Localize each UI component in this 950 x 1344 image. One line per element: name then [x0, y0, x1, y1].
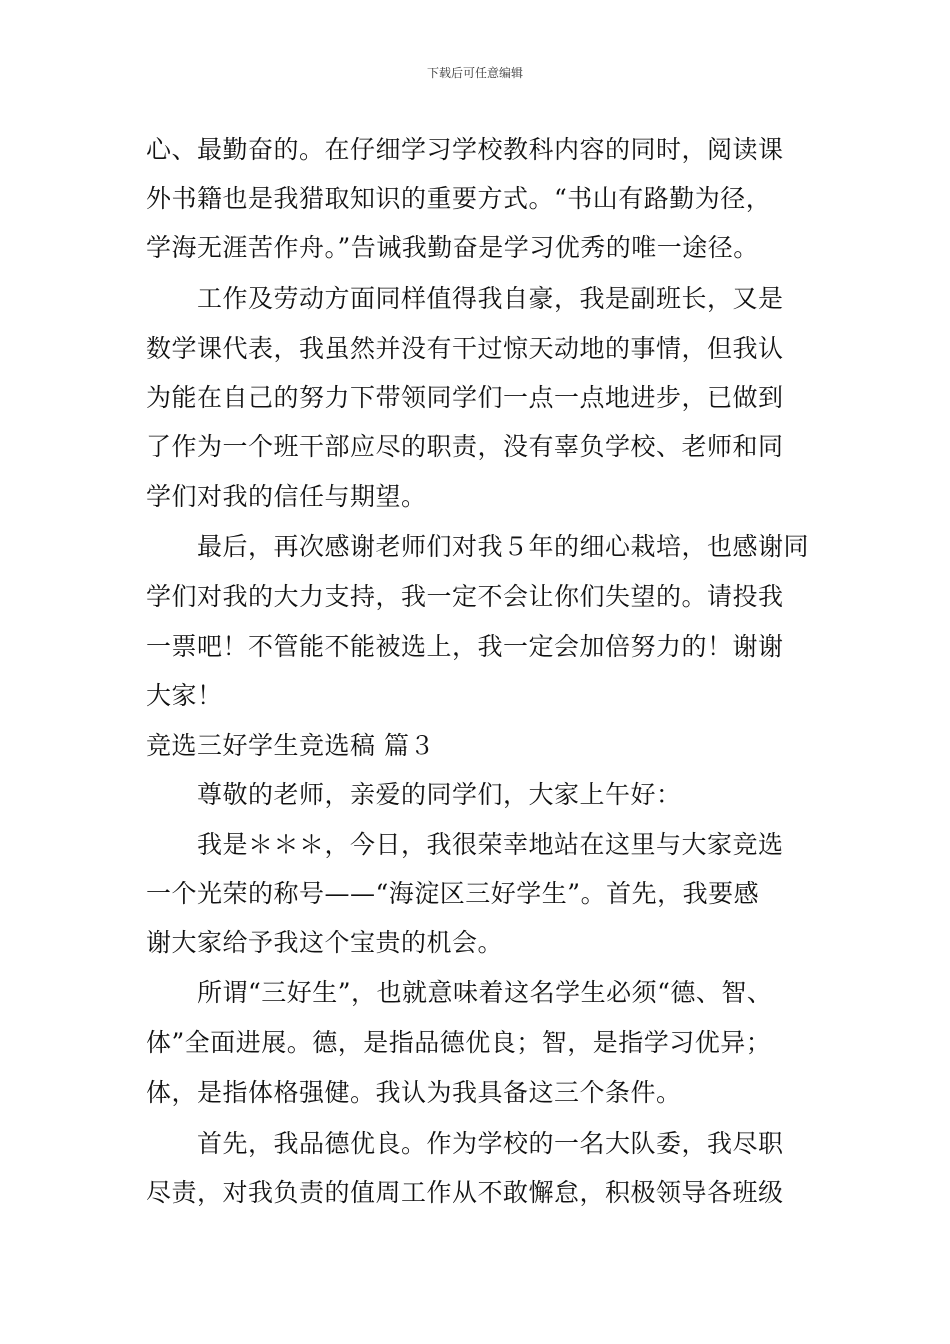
- page-header: 下载后可任意编辑: [426, 66, 523, 80]
- text-line: 大家！: [146, 681, 223, 710]
- text-line: 最后，再次感谢老师们对我５年的细心栽培，也感谢同: [197, 532, 810, 561]
- text-line: 学们对我的大力支持，我一定不会让你们失望的。请投我: [146, 582, 784, 611]
- text-line: 所谓“三好生”，也就意味着这名学生必须“德、智、: [197, 978, 773, 1007]
- text-line: 外书籍也是我猎取知识的重要方式。“书山有路勤为径，: [146, 184, 772, 213]
- text-line: 数学课代表，我虽然并没有干过惊天动地的事情，但我认: [146, 334, 784, 363]
- text-line: 尽责，对我负责的值周工作从不敢懈怠，积极领导各班级: [146, 1178, 784, 1207]
- text-line: 尊敬的老师，亲爱的同学们，大家上午好：: [197, 780, 682, 809]
- text-line: 体，是指体格强健。我认为我具备这三个条件。: [146, 1078, 682, 1107]
- text-line: 一票吧！不管能不能被选上，我一定会加倍努力的！谢谢: [146, 632, 784, 661]
- text-line: 工作及劳动方面同样值得我自豪，我是副班长，又是: [197, 284, 784, 313]
- text-line: 为能在自己的努力下带领同学们一点一点地进步，已做到: [146, 383, 784, 412]
- text-line: 谢大家给予我这个宝贵的机会。: [146, 928, 504, 957]
- text-line: 学们对我的信任与期望。: [146, 482, 427, 511]
- text-line: 我是＊＊＊，今日，我很荣幸地站在这里与大家竞选: [197, 830, 784, 859]
- text-line: 学海无涯苦作舟。”告诫我勤奋是学习优秀的唯一途径。: [146, 233, 759, 262]
- text-line: 体”全面进展。德，是指品德优良；智，是指学习优异；: [146, 1028, 772, 1057]
- section-title: 竞选三好学生竞选稿 篇３: [146, 731, 435, 760]
- text-line: 首先，我品德优良。作为学校的一名大队委，我尽职: [197, 1129, 784, 1158]
- text-line: 心、最勤奋的。在仔细学习学校教科内容的同时，阅读课: [146, 135, 784, 164]
- text-line: 一个光荣的称号——“海淀区三好学生”。首先，我要感: [146, 879, 760, 908]
- text-line: 了作为一个班干部应尽的职责，没有辜负学校、老师和同: [146, 432, 784, 461]
